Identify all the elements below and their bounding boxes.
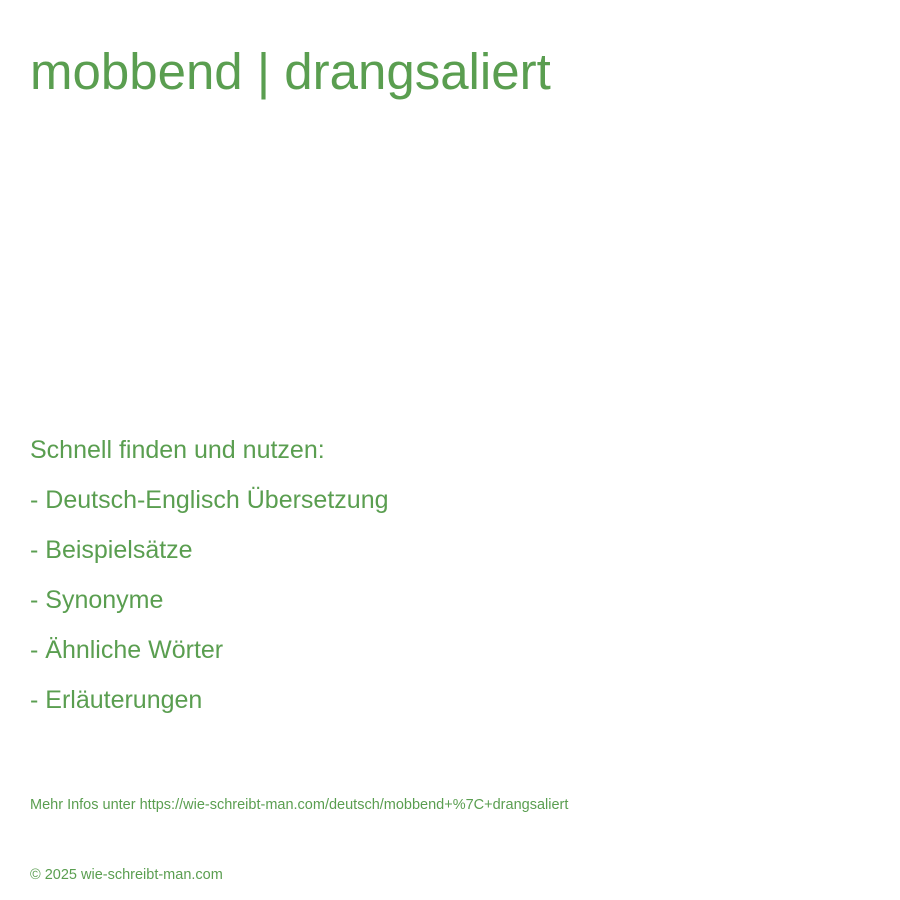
more-info-line [30,795,568,815]
page-title: mobbend | drangsaliert [30,43,551,100]
feature-list-heading: Schnell finden und nutzen: [30,436,325,464]
feature-list [30,425,389,725]
more-info-prefix: Mehr Infos unter [30,797,140,813]
copyright-notice: © 2025 wie-schreibt-man.com [30,867,223,883]
feature-item-example-sentences: - Beispielsätze [30,536,193,564]
more-info-link[interactable]: https://wie-schreibt-man.com/deutsch/mobbend+%7C+drangsaliert [139,797,569,813]
feature-item-explanations: - Erläuterungen [30,686,203,714]
feature-item-synonyms: - Synonyme [30,586,164,614]
feature-item-translation: - Deutsch-Englisch Übersetzung [30,486,389,514]
feature-item-similar-words: - Ähnliche Wörter [30,636,224,664]
